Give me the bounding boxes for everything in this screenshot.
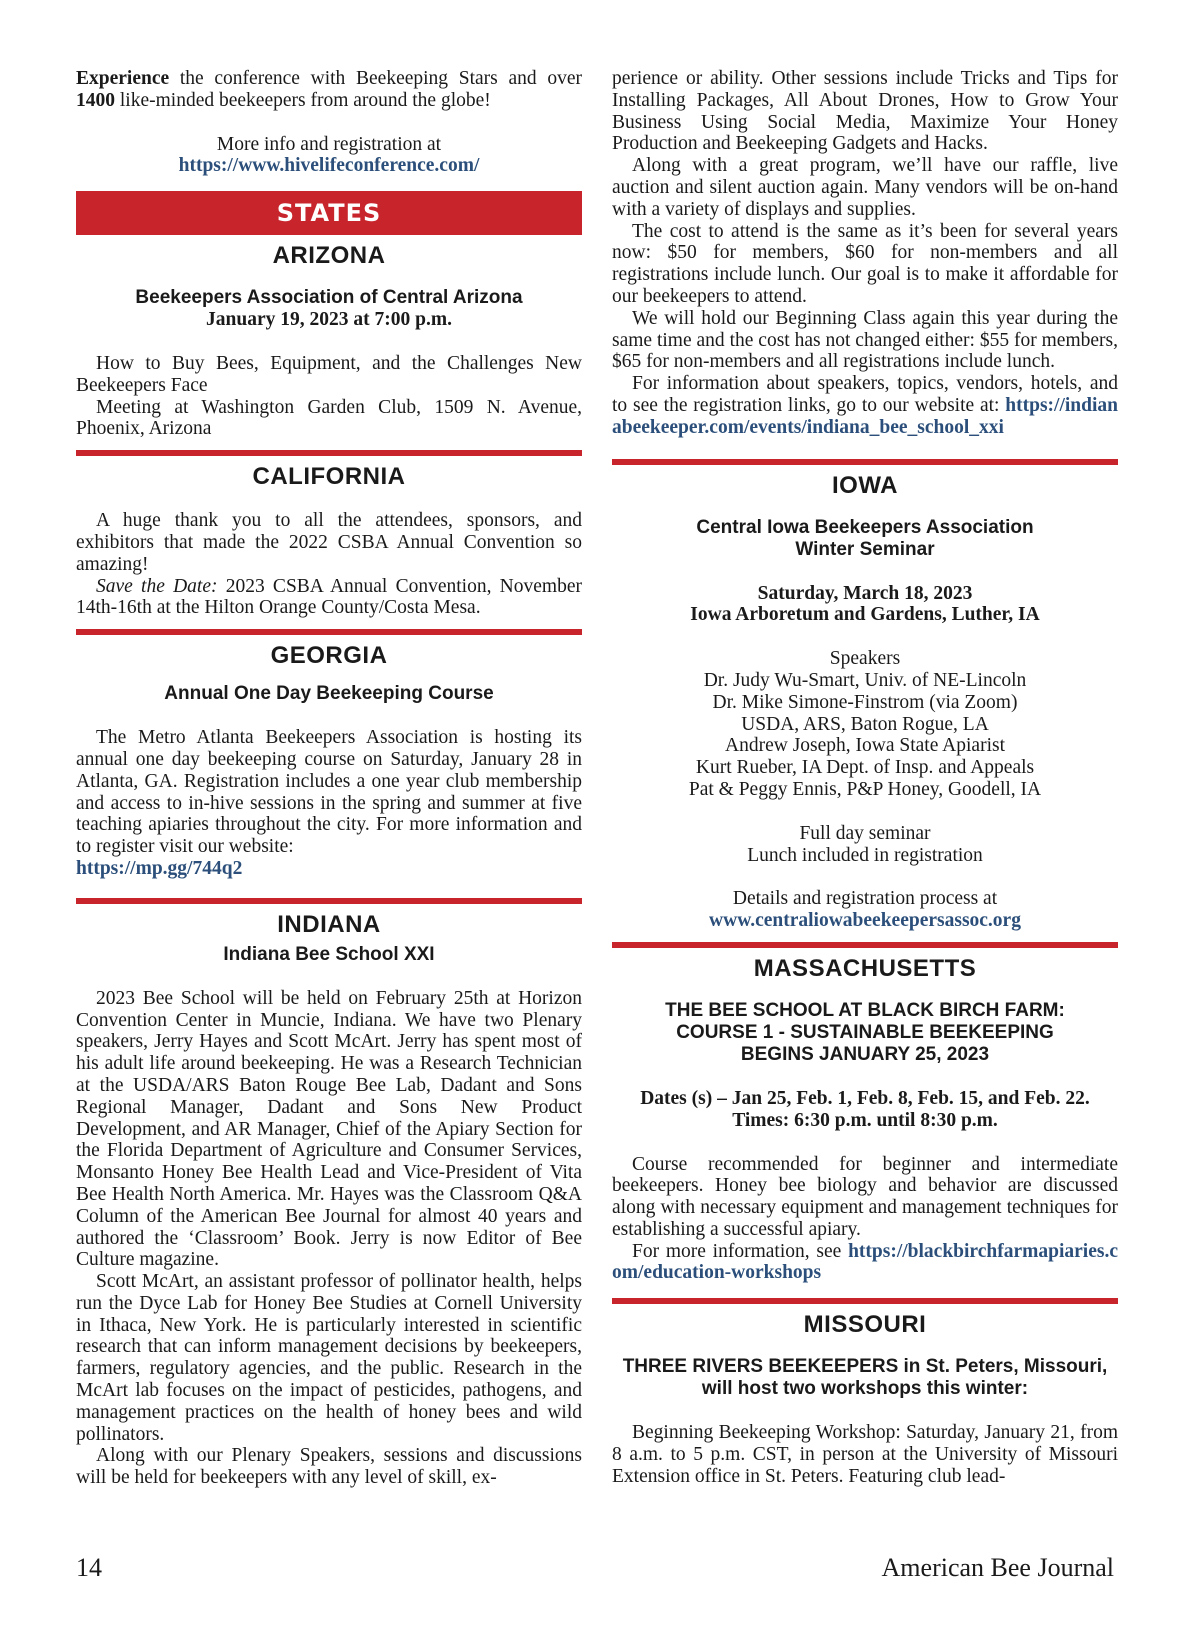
page-number: 14 (76, 1553, 102, 1582)
massachusetts-heading: MASSACHUSETTS (753, 954, 977, 982)
georgia-paragraph: The Metro Atlanta Beekeepers Association is hosting its annual one day beekeeping course on Saturday, January 28 in Atlanta, GA. Registration includes a one year club membership and access to in-hive sessions in the spring and summer at five teaching apiaries throughout the city. For more information and to register visit our website: (76, 727, 582, 858)
indiana-subhead: Indiana Bee School XXI (223, 943, 435, 965)
iowa-speaker: Andrew Joseph, Iowa State Apiarist (725, 735, 1005, 757)
iowa-heading: IOWA (832, 471, 898, 499)
massachusetts-info-text: For more information, see (632, 1240, 849, 1262)
section-divider (76, 898, 582, 904)
right-column (612, 68, 1118, 1488)
massachusetts-info (612, 1241, 1118, 1285)
section-divider (76, 629, 582, 635)
indiana-paragraph-1: 2023 Bee School will be held on February 25th at Horizon Convention Center in Muncie, Indiana. We have two Plenary speakers, Jerry Hayes and Scott McArt. Jerry has spent most of his adult life around beekeeping. He was a Research Technician at the USDA/ARS Baton Rouge Bee Lab, Dadant and Sons Regional Manager, Dadant and Sons New Product Development, and AR Manager, Chief of the Apiary Section for the Florida Department of Agriculture and Consumer Services, Monsanto Honey Bee Health Lead and Vice-President of Vita Bee Health North America. Mr. Hayes was the Classroom Q&A Column of the American Bee Journal for almost 40 years and authored the ‘Classroom’ Book. Jerry is now Editor of Bee Culture magazine. (76, 987, 582, 1271)
blackbirch-link[interactable]: https://blackbirchfarmapiaries.com/education-workshops (612, 1240, 1118, 1284)
indiana-paragraph-2: Scott McArt, an assistant professor of pollinator health, helps run the Dyce Lab for Honey Bee Studies at Cornell University in Ithaca, New York. He is particularly interested in scientific research that can inform management decisions by beekeepers, farmers, regulatory agencies, and the public. Research in the McArt lab focuses on the impact of pesticides, pathogens, and management practices on the health of honey bees and wild pollinators. (76, 1271, 582, 1445)
intro-text: the conference with Beekeeping Stars and over (169, 68, 582, 89)
more-info-text: More info and registration at (216, 133, 442, 155)
indiana-bee-school-link[interactable]: https://indianabeekeeper.com/events/indiana_bee_school_xxi (612, 394, 1118, 438)
indiana-cont-paragraph-1: perience or ability. Other sessions include Tricks and Tips for Installing Packages, All About Drones, How to Grow Your Business Using Social Media, Maximize Your Honey Production and Beekeeping Gadgets and Hacks. (612, 68, 1118, 155)
iowa-speaker: Pat & Peggy Ennis, P&P Honey, Goodell, IA (688, 778, 1042, 800)
intro-bold-count: 1400 (76, 89, 115, 111)
massachusetts-dates: Dates (s) – Jan 25, Feb. 1, Feb. 8, Feb. 15, and Feb. 22. (640, 1087, 1090, 1109)
intro-bold-experience: Experience (76, 68, 170, 89)
section-divider (612, 459, 1118, 465)
california-save-date-text: 2023 CSBA Annual Convention, November 14th-16th at the Hilton Orange County/Costa Mesa. (76, 575, 582, 619)
section-divider (76, 450, 582, 456)
massachusetts-subhead-3: BEGINS JANUARY 25, 2023 (740, 1043, 990, 1065)
missouri-paragraph: Beginning Beekeeping Workshop: Saturday, January 21, from 8 a.m. to 5 p.m. CST, in person at the University of Missouri Extension office in St. Peters. Featuring club lead- (612, 1422, 1118, 1487)
journal-name: American Bee Journal (881, 1553, 1114, 1582)
iowa-location: Iowa Arboretum and Gardens, Luther, IA (690, 604, 1040, 626)
missouri-subhead-2: will host two workshops this winter: (701, 1378, 1029, 1400)
iowa-lunch: Lunch included in registration (747, 844, 983, 866)
california-paragraph: A huge thank you to all the attendees, sponsors, and exhibitors that made the 2022 CSBA Annual Convention so amazing! (76, 510, 582, 575)
save-the-date-label: Save the Date: (96, 575, 218, 597)
indiana-heading: INDIANA (277, 910, 381, 938)
missouri-subhead-1: THREE RIVERS BEEKEEPERS in St. Peters, Missouri, (622, 1356, 1108, 1378)
iowa-speaker: Dr. Judy Wu-Smart, Univ. of NE-Lincoln (703, 669, 1027, 691)
iowa-speaker: Kurt Rueber, IA Dept. of Insp. and Appeals (695, 757, 1035, 779)
section-divider (612, 1298, 1118, 1304)
missouri-heading: MISSOURI (803, 1311, 927, 1339)
iowa-subhead-2: Winter Seminar (795, 538, 935, 560)
section-divider (612, 942, 1118, 948)
intro-paragraph (76, 68, 582, 112)
iowa-details: Details and registration process at (732, 888, 998, 910)
iowa-link[interactable]: www.centraliowabeekeepersassoc.org (709, 910, 1021, 932)
california-heading: CALIFORNIA (252, 463, 406, 491)
hivelife-link[interactable]: https://www.hivelifeconference.com/ (178, 155, 480, 177)
massachusetts-subhead-1: THE BEE SCHOOL AT BLACK BIRCH FARM: (665, 999, 1065, 1021)
arizona-heading: ARIZONA (272, 242, 386, 270)
iowa-speaker: USDA, ARS, Baton Rogue, LA (741, 713, 989, 735)
arizona-date: January 19, 2023 at 7:00 p.m. (206, 309, 452, 331)
states-banner: STATES (76, 191, 582, 235)
massachusetts-times: Times: 6:30 p.m. until 8:30 p.m. (732, 1109, 998, 1131)
indiana-cont-paragraph-3: The cost to attend is the same as it’s been for several years now: $50 for members, $60 for non-members and all registrations include lunch. Our goal is to make it affordable for our beekeepers to attend. (612, 220, 1118, 307)
iowa-speakers-title: Speakers (829, 648, 901, 670)
indiana-cont-paragraph-2: Along with a great program, we’ll have our raffle, live auction and silent auction again. Many vendors will be on-hand with a variety of displays and supplies. (612, 155, 1118, 220)
georgia-link[interactable]: https://mp.gg/744q2 (76, 857, 243, 879)
intro-text-end: like-minded beekeepers from around the globe! (115, 89, 491, 111)
iowa-date: Saturday, March 18, 2023 (757, 582, 973, 604)
arizona-location: Meeting at Washington Garden Club, 1509 N. Avenue, Phoenix, Arizona (76, 396, 582, 440)
iowa-full-day: Full day seminar (799, 822, 931, 844)
left-column (76, 68, 582, 1489)
indiana-paragraph-3: Along with our Plenary Speakers, sessions and discussions will be held for beekeepers with any level of skill, ex- (76, 1445, 582, 1489)
indiana-cont-paragraph-5 (612, 373, 1118, 438)
massachusetts-paragraph: Course recommended for beginner and intermediate beekeepers. Honey bee biology and behavior are discussed along with necessary equipment and management techniques for establishing a successful apiary. (612, 1153, 1118, 1240)
iowa-speaker: Dr. Mike Simone-Finstrom (via Zoom) (712, 691, 1018, 713)
california-save-date (76, 576, 582, 620)
indiana-cont-paragraph-4: We will hold our Beginning Class again this year during the same time and the cost has not changed either: $55 for members, $65 for non-members and all registrations include lunch. (612, 307, 1118, 373)
arizona-org: Beekeepers Association of Central Arizona (135, 287, 523, 309)
massachusetts-subhead-2: COURSE 1 - SUSTAINABLE BEEKEEPING (676, 1021, 1054, 1043)
indiana-cont-info-text: For information about speakers, topics, vendors, hotels, and to see the registration links, go to our website at: (612, 373, 1118, 416)
arizona-topic: How to Buy Bees, Equipment, and the Challenges New Beekeepers Face (76, 352, 582, 396)
georgia-heading: GEORGIA (270, 642, 388, 670)
georgia-subhead: Annual One Day Beekeeping Course (164, 683, 494, 705)
iowa-subhead-1: Central Iowa Beekeepers Association (696, 516, 1034, 538)
